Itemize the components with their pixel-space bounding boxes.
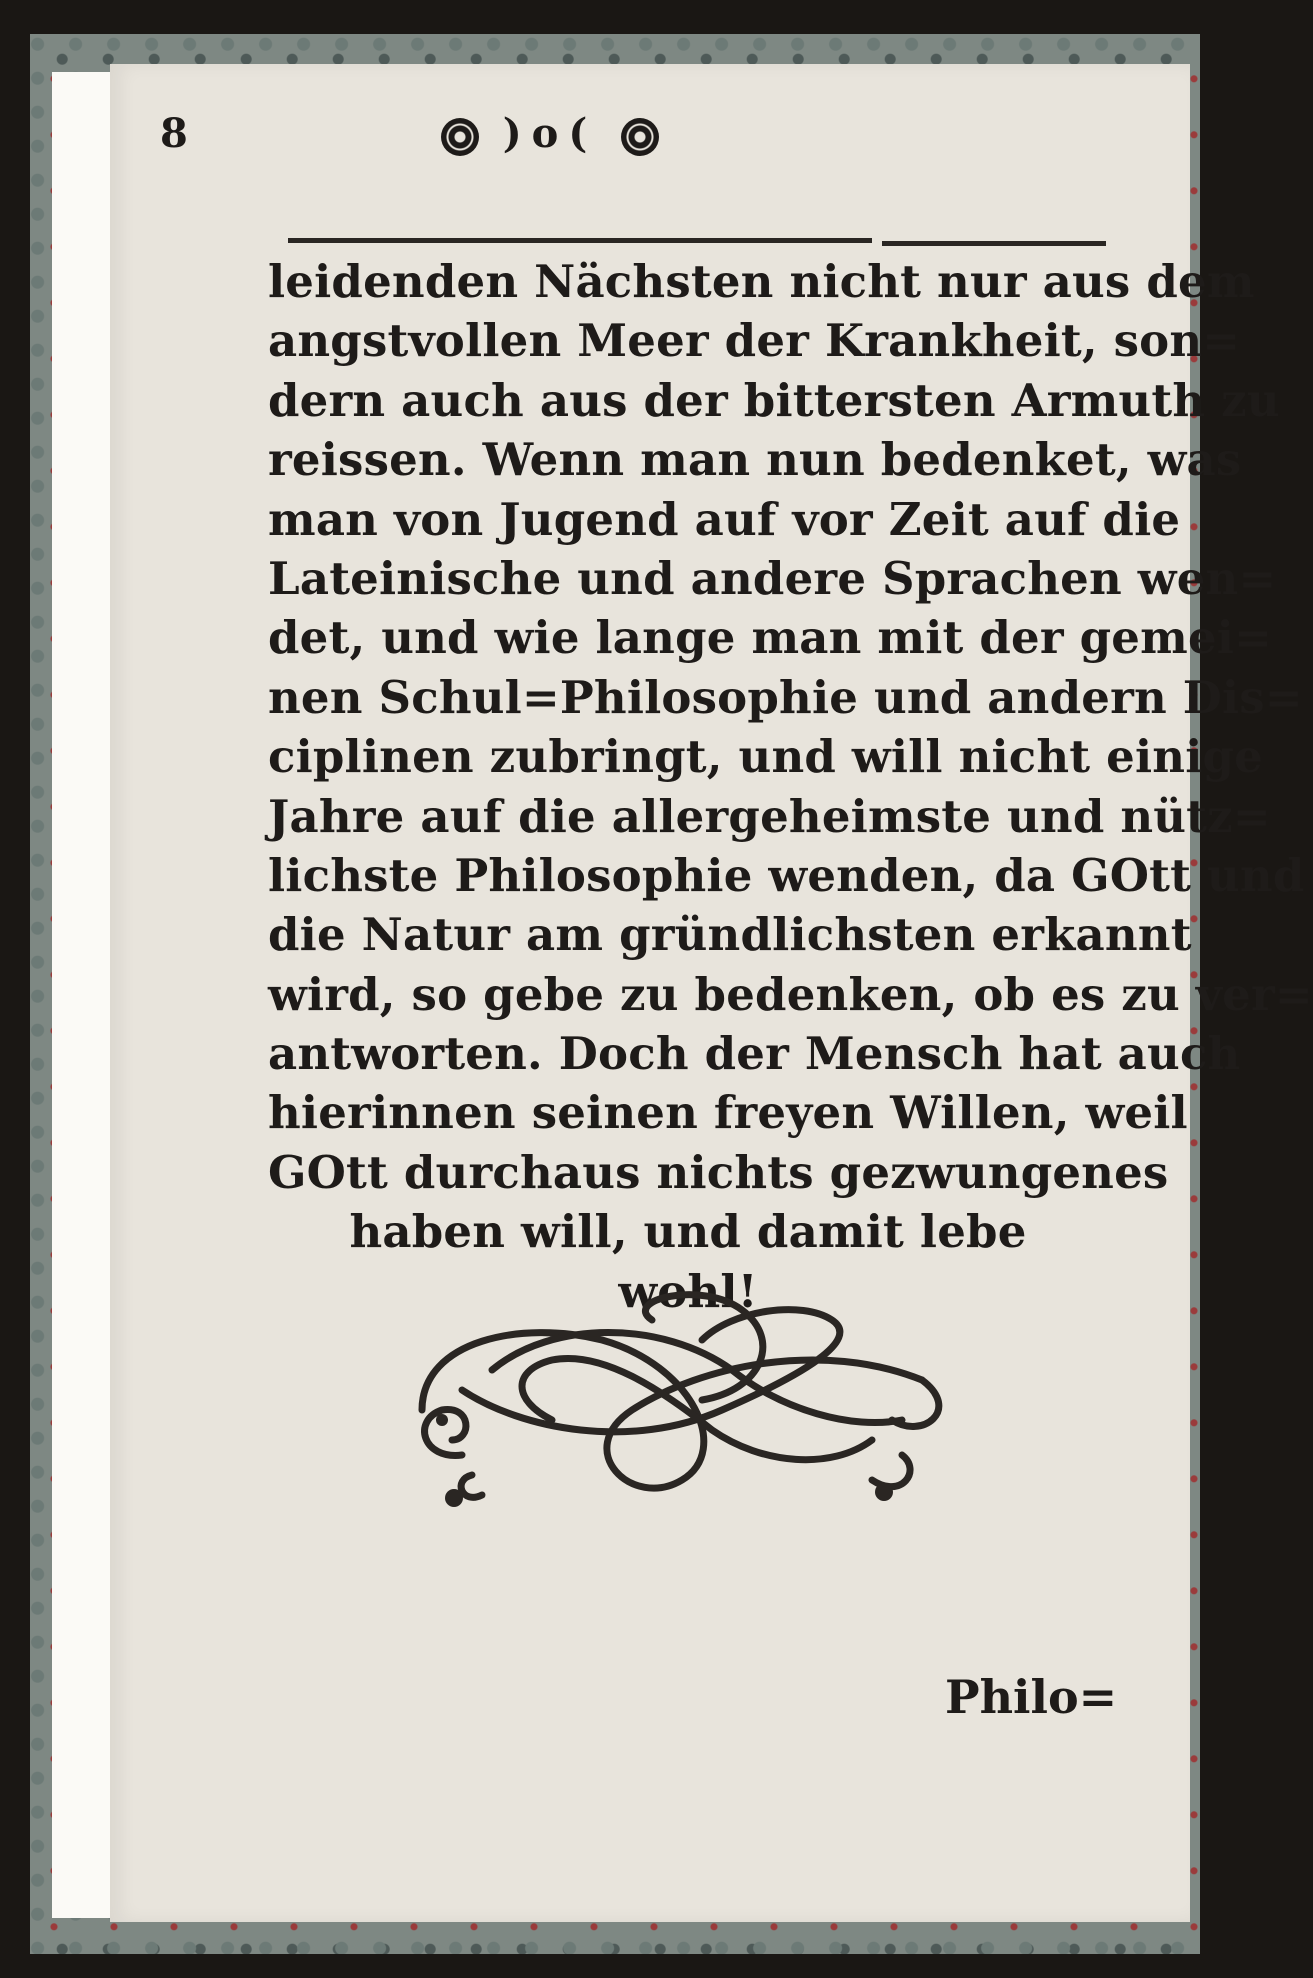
text-line: GOtt durchaus nichts gezwungenes [268, 1145, 1169, 1199]
flower-ornament-icon [621, 118, 659, 156]
text-line: ciplinen zubringt, und will nicht einige [268, 730, 1263, 784]
header-rule-left [288, 238, 872, 243]
left-page-edge [52, 72, 115, 1918]
catchword: Philo= [945, 1670, 1118, 1724]
text-line: Lateinische und andere Sprachen wen= [268, 551, 1277, 605]
running-head [420, 110, 680, 157]
text-line: wohl! [618, 1264, 758, 1318]
text-line: haben will, und damit lebe [349, 1205, 1027, 1259]
text-line: angstvollen Meer der Krankheit, son= [268, 314, 1241, 368]
text-line: det, und wie lange man mit der gemei= [268, 611, 1272, 665]
text-line: leidenden Nächsten nicht nur aus dem [268, 255, 1255, 308]
text-line: reissen. Wenn man nun bedenket, was [268, 433, 1242, 487]
text-line: hierinnen seinen freyen Willen, weil [268, 1086, 1188, 1140]
running-head-text: )o( [502, 110, 598, 157]
text-line: lichste Philosophie wenden, da GOtt und [268, 848, 1305, 902]
text-line: nen Schul=Philosophie und andern Dis= [268, 670, 1303, 724]
text-line: Jahre auf die allergeheimste und nütz= [268, 789, 1271, 843]
text-line: wird, so gebe zu bedenken, ob es zu ver= [268, 967, 1313, 1021]
text-line: man von Jugend auf vor Zeit auf die [268, 492, 1181, 546]
page-header [160, 110, 910, 170]
flower-ornament-icon [441, 118, 479, 156]
text-line: die Natur am gründlichsten erkannt [268, 908, 1192, 962]
body-text [268, 252, 1313, 1321]
text-line: dern auch aus der bittersten Armuth zu [268, 373, 1280, 427]
text-line: antworten. Doch der Mensch hat auch [268, 1027, 1241, 1081]
header-rule-right [882, 241, 1106, 246]
calligraphic-flourish-ornament [402, 1280, 962, 1520]
page-number: 8 [160, 110, 188, 157]
